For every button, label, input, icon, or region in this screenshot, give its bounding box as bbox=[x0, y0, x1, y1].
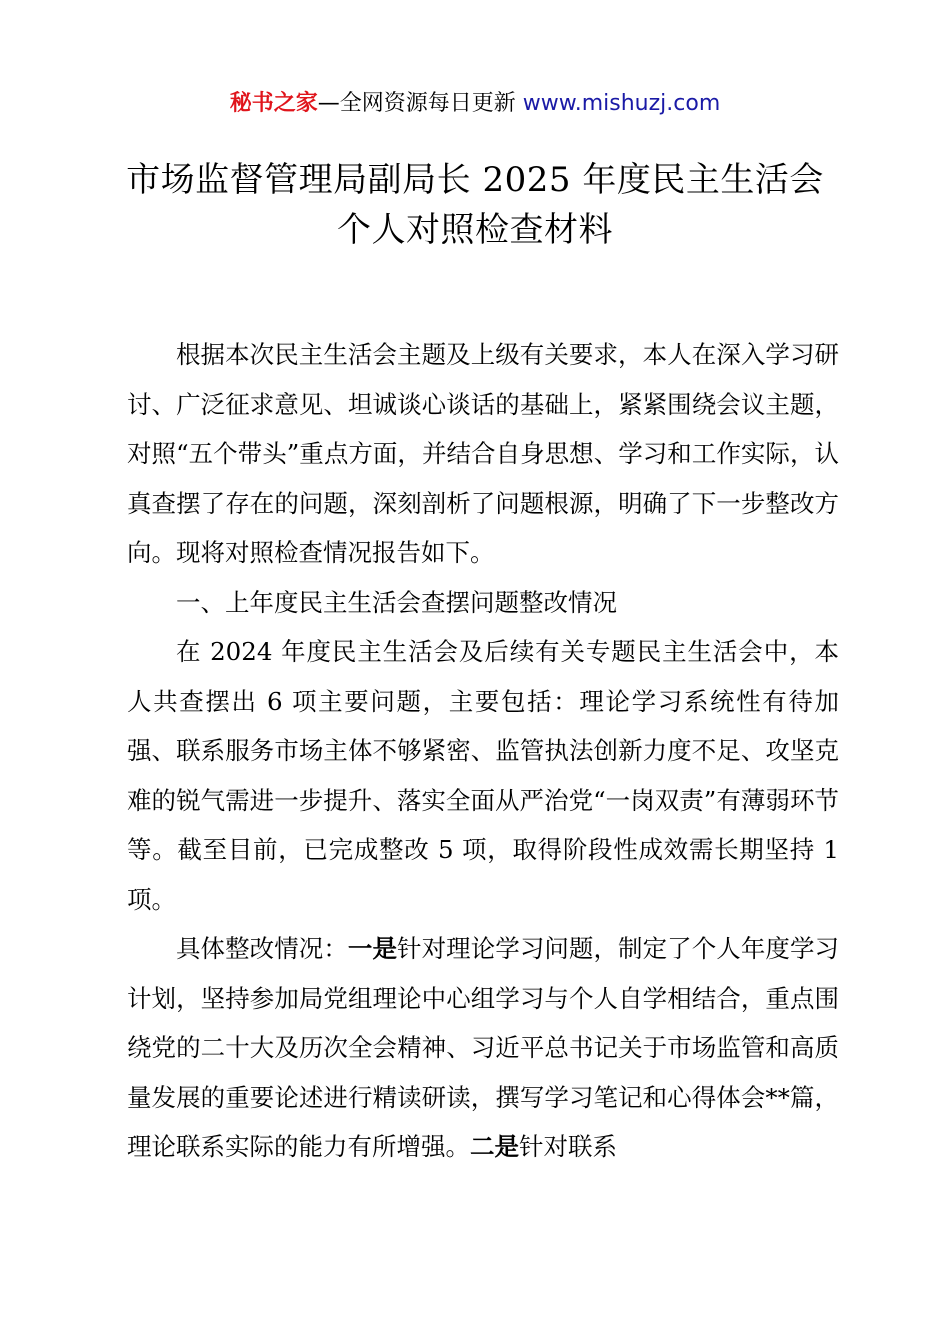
site-url-link[interactable]: www.mishuzj.com bbox=[522, 91, 721, 116]
document-title bbox=[0, 155, 950, 255]
title-line-1: 市场监督管理局副局长 2025 年度民主生活会 bbox=[126, 160, 824, 200]
intro-paragraph: 根据本次民主生活会主题及上级有关要求，本人在深入学习研讨、广泛征求意见、坦诚谈心谈话的基础上，紧紧围绕会议主题，对照“五个带头”重点方面，并结合自身思想、学习和工作实际，认真查摆了存在的问题，深刻剖析了问题根源，明确了下一步整改方向。现将对照检查情况报告如下。 bbox=[127, 340, 839, 567]
point-marker-1: 一是 bbox=[347, 934, 398, 963]
paragraph-lead: 具体整改情况： bbox=[176, 934, 348, 963]
site-header bbox=[0, 88, 950, 120]
point-text-1: 针对理论学习问题，制定了个人年度学习计划，坚持参加局党组理论中心组学习与个人自学相结合，重点围绕党的二十大及历次全会精神、习近平总书记关于市场监管和高质量发展的重要论述进行精读研读，撰写学习笔记和心得体会**篇，理论联系实际的能力有所增强。 bbox=[127, 934, 840, 1161]
point-marker-2: 二是 bbox=[470, 1132, 519, 1161]
header-slogan: —全网资源每日更新 bbox=[317, 91, 523, 116]
brand-name[interactable]: 秘书之家 bbox=[229, 91, 318, 116]
section1-paragraph-1: 在 2024 年度民主生活会及后续有关专题民主生活会中，本人共查摆出 6 项主要问题，主要包括：理论学习系统性有待加强、联系服务市场主体不够紧密、监管执法创新力度不足、攻坚克难的锐气需进一步提升、落实全面从严治党“一岗双责”有薄弱环节等。截至目前，已完成整改 5 项，取得阶段性成效需长期坚持 1 项。 bbox=[127, 637, 839, 914]
title-line-2: 个人对照检查材料 bbox=[337, 210, 613, 250]
section-heading-1: 一、上年度民主生活会查摆问题整改情况 bbox=[176, 587, 617, 617]
document-body bbox=[127, 330, 839, 1172]
section1-paragraph-2 bbox=[127, 924, 839, 1172]
point-text-2: 针对联系 bbox=[519, 1132, 617, 1161]
